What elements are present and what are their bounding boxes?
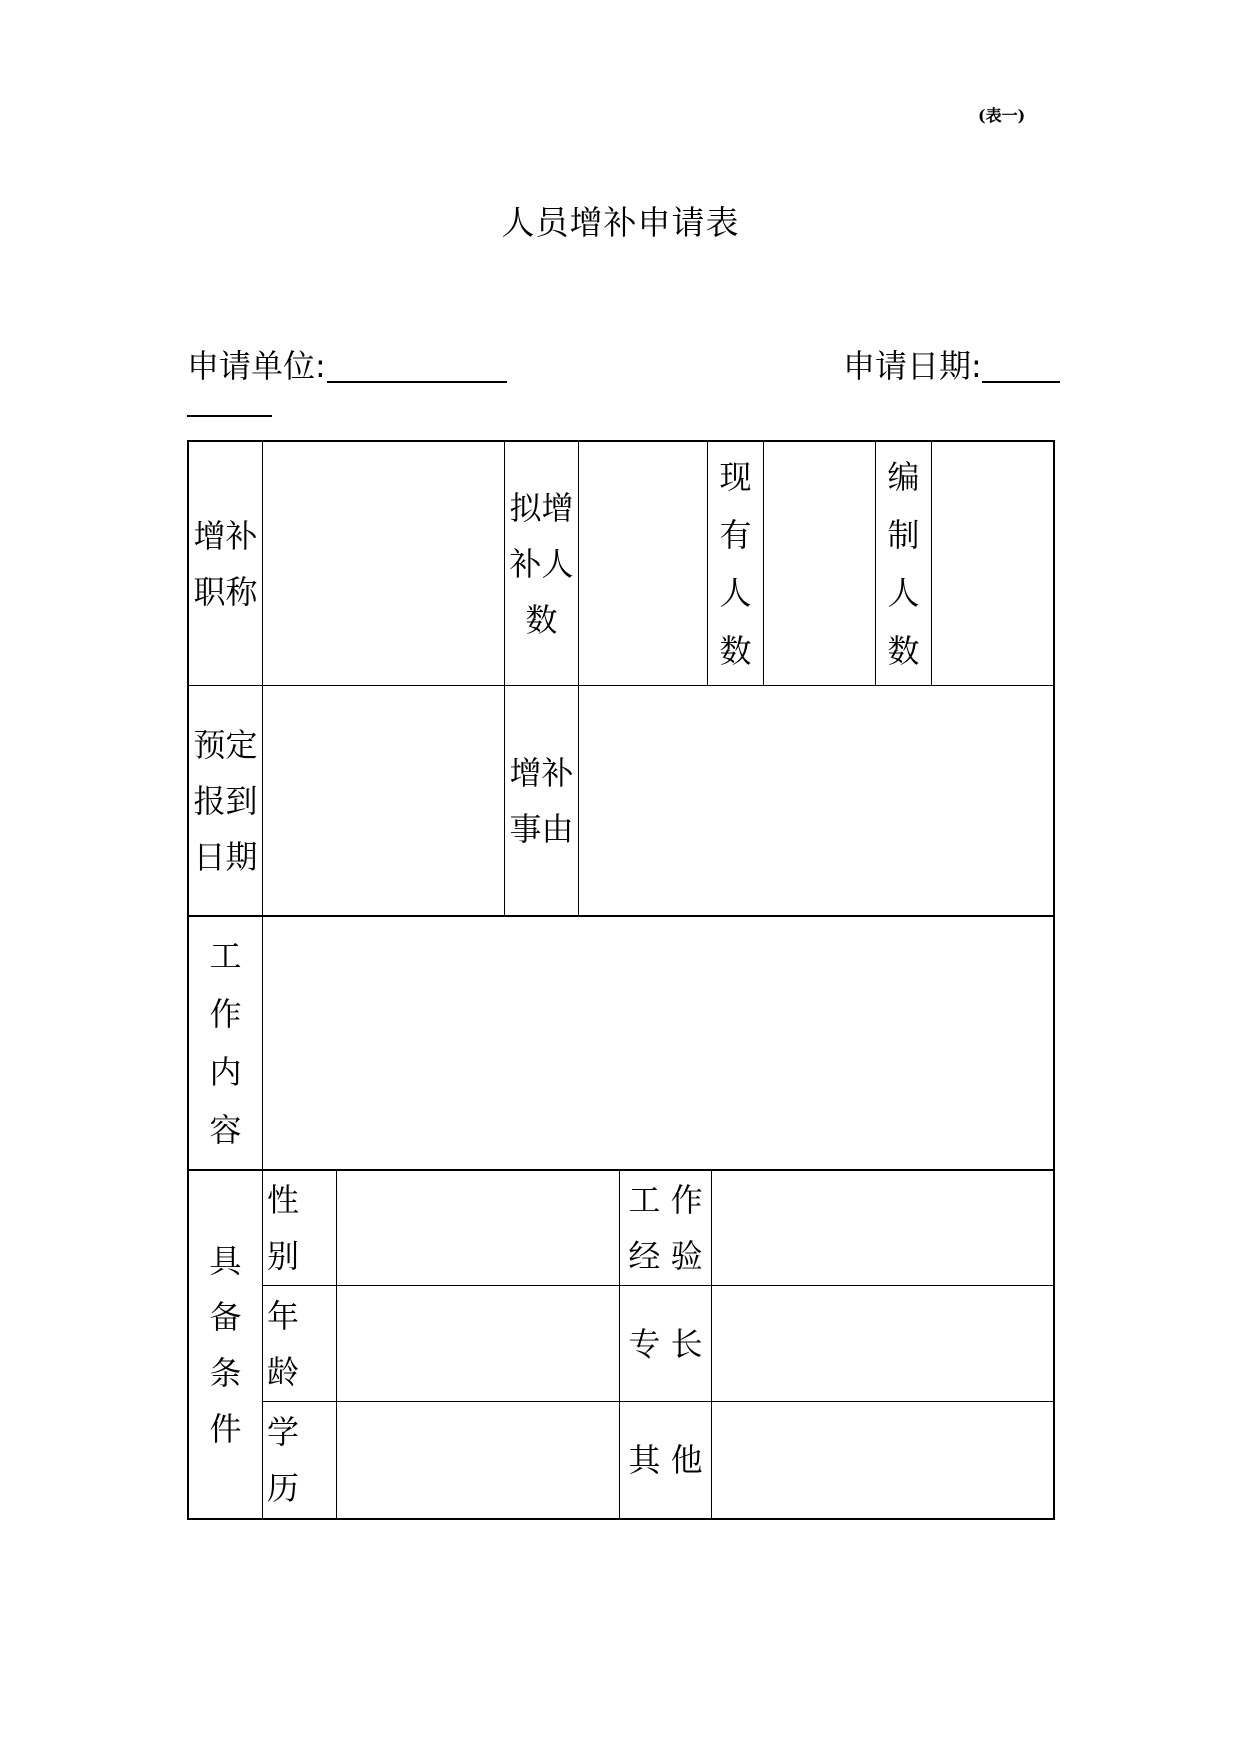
form-number: (表一) xyxy=(978,106,1026,125)
current-count-field[interactable] xyxy=(764,442,875,685)
experience-label: 工 作 经 验 xyxy=(628,1181,703,1275)
other-field[interactable] xyxy=(712,1402,1053,1518)
planned-count-field[interactable] xyxy=(579,442,707,685)
reason-field[interactable] xyxy=(579,686,1053,915)
requirements-label: 具备条件 xyxy=(209,1241,242,1448)
gender-field[interactable] xyxy=(337,1171,619,1285)
unit-label: 申请单位: xyxy=(187,347,326,385)
other-label: 其 他 xyxy=(628,1441,703,1479)
position-title-field[interactable] xyxy=(263,442,504,685)
quota-count-label: 编制人数 xyxy=(887,457,920,670)
position-title-label: 增补职称 xyxy=(193,516,258,611)
report-date-label: 预定报到日期 xyxy=(193,725,258,876)
current-count-label: 现有人数 xyxy=(719,457,752,670)
age-field[interactable] xyxy=(337,1286,619,1401)
date-field-continued[interactable] xyxy=(187,415,272,417)
report-date-field[interactable] xyxy=(263,686,504,915)
job-content-field[interactable] xyxy=(263,917,1053,1169)
planned-count-label: 拟增补人数 xyxy=(509,488,574,639)
specialty-label: 专 长 xyxy=(628,1324,703,1363)
age-label: 年龄 xyxy=(266,1296,299,1391)
date-field[interactable] xyxy=(982,381,1060,383)
quota-count-field[interactable] xyxy=(932,442,1053,685)
specialty-field[interactable] xyxy=(712,1286,1053,1401)
education-field[interactable] xyxy=(337,1402,619,1518)
reason-label: 增补事由 xyxy=(509,753,574,848)
unit-field[interactable] xyxy=(327,381,507,383)
application-form-table xyxy=(187,440,1055,1520)
education-label: 学历 xyxy=(266,1413,299,1507)
job-content-label: 工作内容 xyxy=(209,937,242,1149)
page-title: 人员增补申请表 xyxy=(501,203,740,242)
date-label: 申请日期: xyxy=(843,347,982,385)
experience-field[interactable] xyxy=(712,1171,1053,1285)
gender-label: 性别 xyxy=(266,1181,299,1275)
